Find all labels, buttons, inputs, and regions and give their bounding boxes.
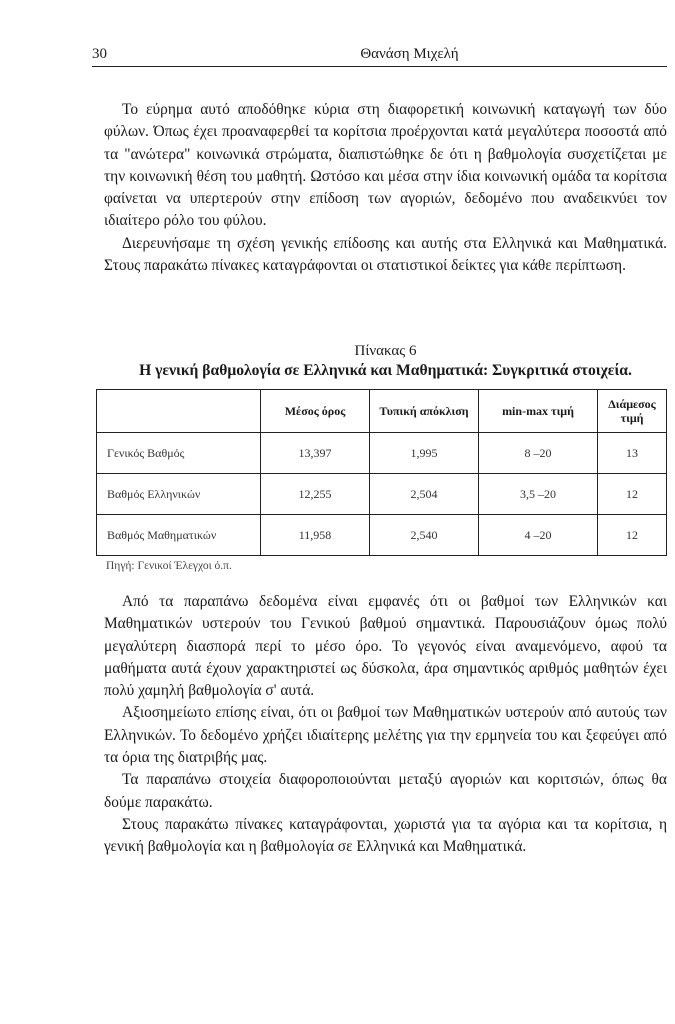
table-cell: 12 xyxy=(598,515,667,556)
paragraph: Διερευνήσαμε τη σχέση γενικής επίδοσης και αυτής στα Ελληνικά και Μαθηματικά. Στους παρακάτω πίνακες καταγράφονται οι στατιστικοί δείκτες για κάθε περίπτωση. xyxy=(104,234,667,275)
table-cell: 2,504 xyxy=(370,474,479,515)
table-row xyxy=(97,515,667,556)
table-title: Η γενική βαθμολογία σε Ελληνικά και Μαθηματικά: Συγκριτικά στοιχεία. xyxy=(139,362,632,379)
table-cell: 12 xyxy=(598,474,667,515)
paragraph: Στους παρακάτω πίνακες καταγράφονται, χωριστά για τα αγόρια και τα κορίτσια, η γενική βαθμολογία και η βαθμολογία σε Ελληνικά και Μαθηματικά. xyxy=(104,815,667,856)
header-cell xyxy=(97,390,261,433)
header-cell: Διάμεσος τιμή xyxy=(598,390,667,433)
table-cell: 12,255 xyxy=(261,474,370,515)
paragraph: Αξιοσημείωτο επίσης είναι, ότι οι βαθμοί των Μαθηματικών υστερούν από αυτούς των Ελληνικών. Το δεδομένο χρήζει ιδιαίτερης μελέτης για την ερμηνεία του και ξεφεύγει από τα όρια της διατριβής μας. xyxy=(104,704,667,767)
paragraph: Το εύρημα αυτό αποδόθηκε κύρια στη διαφορετική κοινωνική καταγωγή των δύο φύλων. Όπως έχει προαναφερθεί τα κορίτσια προέρχονται κατά μεγαλύτερα ποσοστά από τα "ανώτερα" κοινωνικά στρώματα, διαπιστώθηκε δε ότι η βαθμολογία συσχετίζεται με την κοινωνική θέση του μαθητή. Ωστόσο και μέσα στην ίδια κοινωνική ομάδα τα κορίτσια φαίνεται να υπερτερούν στην επίδοση των αγοριών, δεδομένο που αναδεικνύει τον ιδιαίτερο ρόλο του φύλου. xyxy=(104,101,667,230)
table-cell: 13,397 xyxy=(261,433,370,474)
table-cell: 4 –20 xyxy=(479,515,598,556)
page-number: 30 xyxy=(92,46,107,62)
body-text-bottom xyxy=(104,591,667,859)
statistics-table xyxy=(96,389,667,556)
header-cell: Τυπική απόκλιση xyxy=(370,390,479,433)
row-label: Γενικός Βαθμός xyxy=(97,433,261,474)
table-cell: 3,5 –20 xyxy=(479,474,598,515)
table-cell: 13 xyxy=(598,433,667,474)
table-cell: 1,995 xyxy=(370,433,479,474)
row-label: Βαθμός Μαθηματικών xyxy=(97,515,261,556)
table-cell: 8 –20 xyxy=(479,433,598,474)
table-cell: 11,958 xyxy=(261,515,370,556)
header-cell: Μέσος όρος xyxy=(261,390,370,433)
table-cell: 2,540 xyxy=(370,515,479,556)
header-cell: min-max τιμή xyxy=(479,390,598,433)
table-header-row xyxy=(97,390,667,433)
table-number: Πίνακας 6 xyxy=(354,343,417,359)
page-header xyxy=(92,44,667,67)
running-head: Θανάση Μιχελή xyxy=(360,46,459,62)
paragraph: Τα παραπάνω στοιχεία διαφοροποιούνται μεταξύ αγοριών και κοριτσιών, όπως θα δούμε παρακάτω. xyxy=(104,771,667,811)
paragraph: Από τα παραπάνω δεδομένα είναι εμφανές ότι οι βαθμοί των Ελληνικών και Μαθηματικών υστερούν του Γενικού βαθμού σημαντικά. Παρουσιάζουν όμως πολύ μεγαλύτερη διασπορά περί το μέσο όρο. Το γεγονός είναι αναμενόμενο, αφού τα μαθήματα αυτά έχουν χαρακτηριστεί ως δύσκολα, άρα σημαντικός αριθμός μαθητών έχει πολύ χαμηλή βαθμολογία σ' αυτά. xyxy=(104,593,667,700)
table-row xyxy=(97,474,667,515)
body-text-top xyxy=(104,99,667,277)
row-label: Βαθμός Ελληνικών xyxy=(97,474,261,515)
table-row xyxy=(97,433,667,474)
table-source: Πηγή: Γενικοί Έλεγχοι ό.π. xyxy=(106,560,232,572)
